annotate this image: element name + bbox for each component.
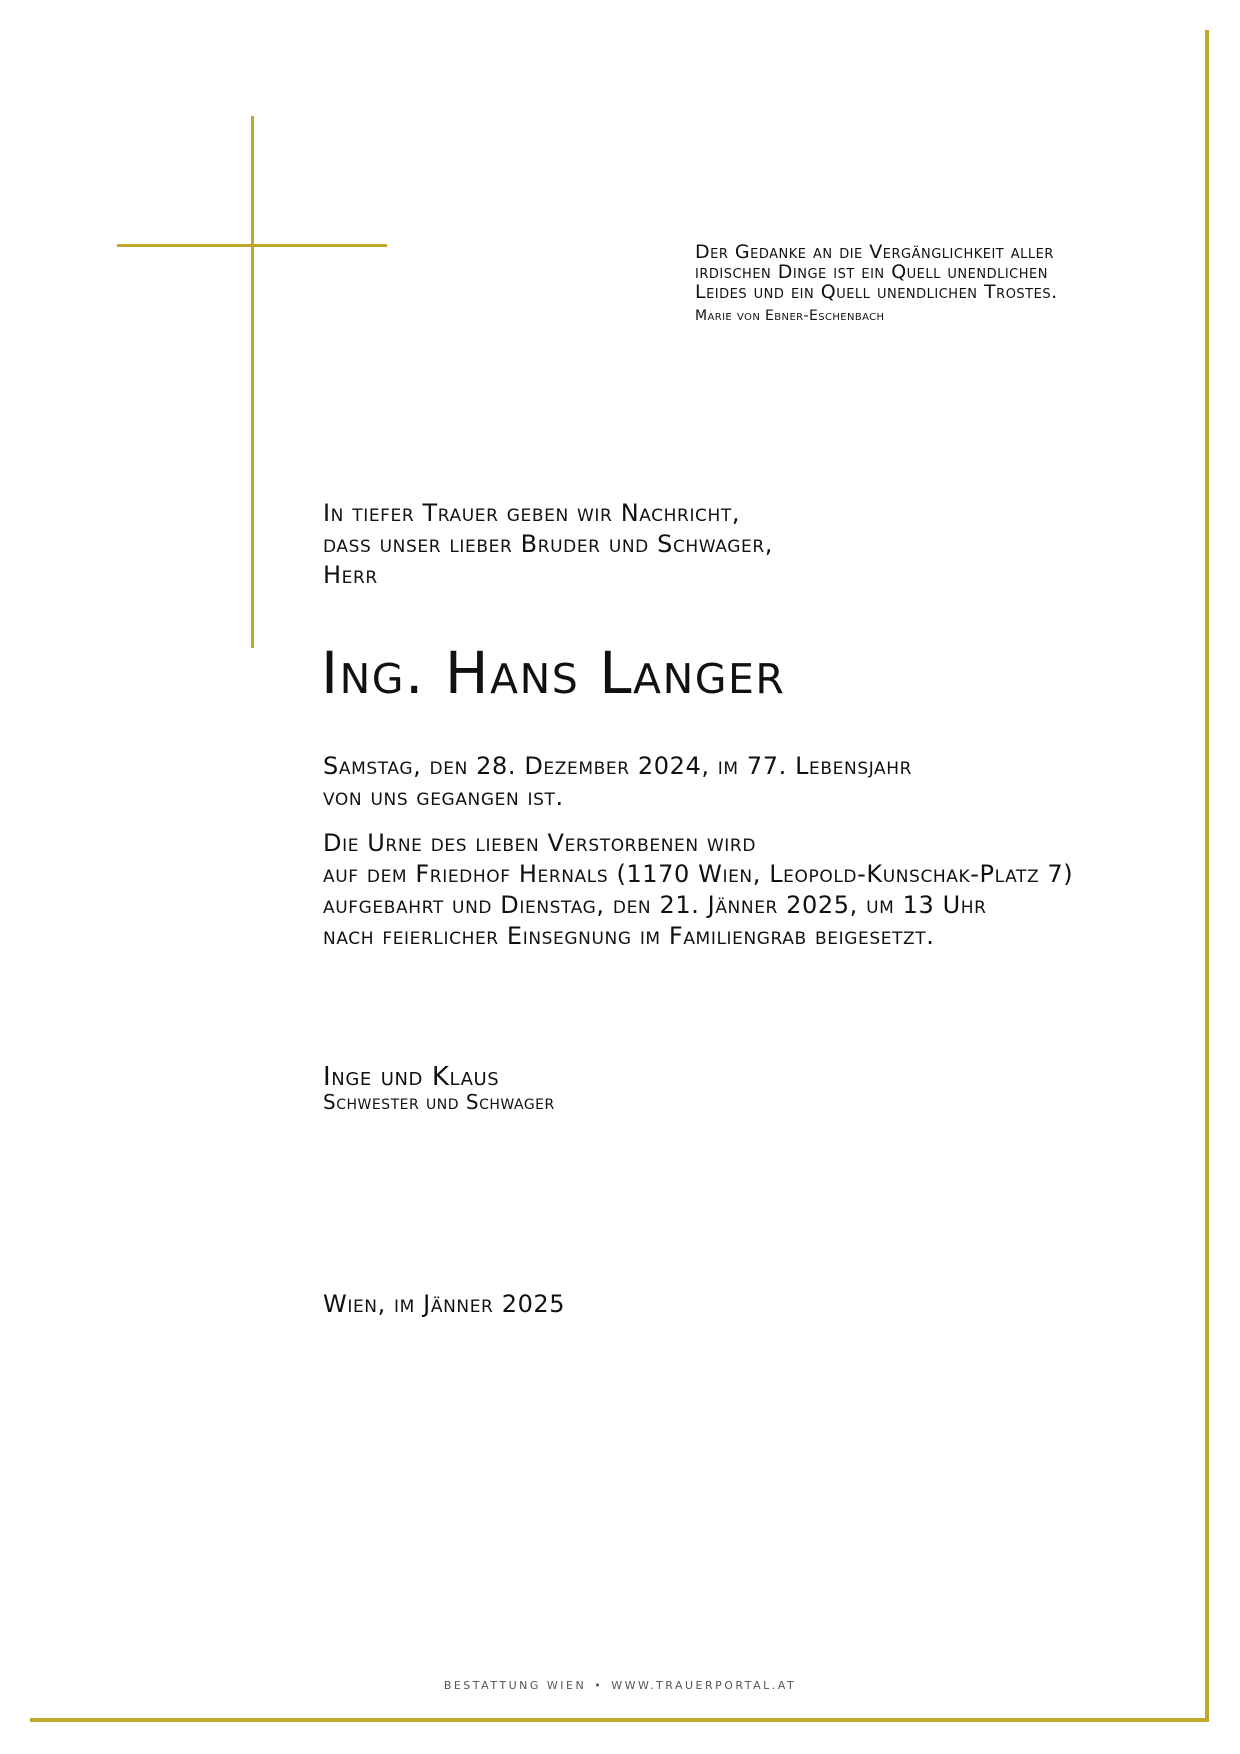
funeral-line: nach feierlicher Einsegnung im Familiengrab beigesetzt.	[323, 922, 935, 950]
deceased-name: Ing. Hans Langer	[321, 639, 786, 707]
place-date: Wien, im Jänner 2025	[323, 1290, 566, 1318]
intro-line: Herr	[323, 561, 378, 589]
intro-line: In tiefer Trauer geben wir Nachricht,	[323, 499, 741, 527]
footer-website: WWW.TRAUERPORTAL.AT	[611, 1679, 797, 1692]
quote-line: Leides und ein Quell unendlichen Trostes.	[695, 281, 1058, 303]
cross-vertical-bar	[251, 116, 254, 648]
footer-company: BESTATTUNG WIEN	[443, 1679, 587, 1692]
death-line: von uns gegangen ist.	[323, 783, 564, 811]
cross-horizontal-bar	[117, 244, 387, 247]
funeral-line: aufgebahrt und Dienstag, den 21. Jänner 2025, um 13 Uhr	[323, 891, 987, 919]
funeral-info	[323, 828, 1073, 952]
frame-bottom-line	[30, 1718, 1209, 1722]
signer-relation: Schwester und Schwager	[323, 1090, 555, 1114]
quote-line: Der Gedanke an die Vergänglichkeit aller	[695, 241, 1054, 263]
intro-text	[323, 498, 773, 591]
death-line: Samstag, den 28. Dezember 2024, im 77. Lebensjahr	[323, 752, 913, 780]
signer-names: Inge und Klaus	[323, 1062, 500, 1092]
footer	[0, 1679, 1240, 1692]
quote-line: irdischen Dinge ist ein Quell unendlichen	[695, 261, 1048, 283]
death-info	[323, 751, 912, 813]
funeral-line: Die Urne des lieben Verstorbenen wird	[323, 829, 757, 857]
intro-line: dass unser lieber Bruder und Schwager,	[323, 530, 773, 558]
frame-right-line	[1205, 30, 1209, 1722]
quote-author: Marie von Ebner-Eschenbach	[695, 308, 885, 324]
funeral-line: auf dem Friedhof Hernals (1170 Wien, Leopold-Kunschak-Platz 7)	[323, 860, 1074, 888]
quote	[695, 242, 1165, 302]
footer-separator: •	[594, 1679, 604, 1692]
